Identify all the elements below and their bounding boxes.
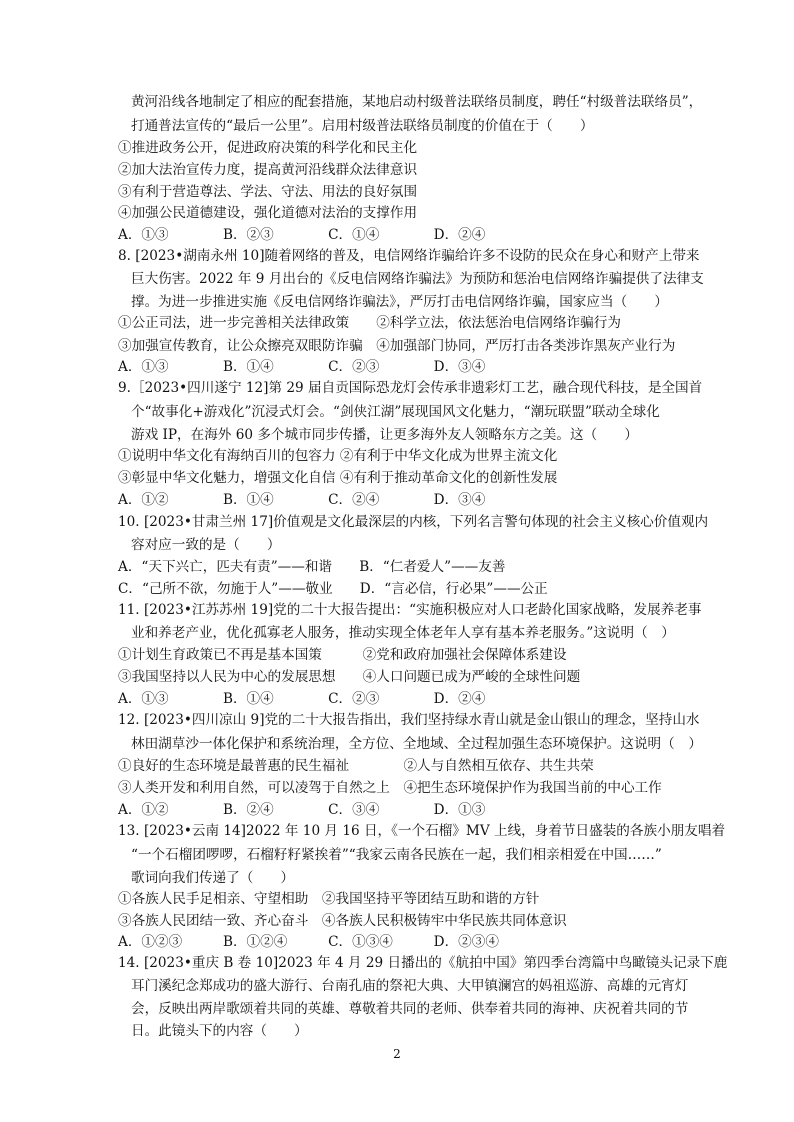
answer-options: A．①② B．②④ C．③④ D．①③	[118, 802, 486, 818]
answer-options: A．①③ B．①④ C．②③ D．③④	[118, 359, 486, 375]
text-line: ③有利于营造尊法、学法、守法、用法的良好氛围	[118, 184, 418, 200]
text-line: 个“故事化+游戏化”沉浸式灯会。“剑侠江湖”展现国风文化魅力，“潮玩联盟”联动全球化	[131, 404, 660, 420]
answer-options: A．①② B．①④ C．②④ D．③④	[118, 492, 486, 508]
text-line: 巨大伤害。2022 年 9 月出台的《反电信网络诈骗法》为预防和惩治电信网络诈骗提供了法律支	[131, 271, 704, 287]
text-line: 撑。为进一步推进实施《反电信网络诈骗法》，严厉打击电信网络诈骗，国家应当（ ）	[131, 294, 668, 310]
answer-options: A．①③ B．②③ C．①④ D．②④	[118, 227, 486, 243]
question-14: 14. [2023•重庆 B 卷 10]2023 年 4 月 29 日播出的《航拍中国》第四季台湾篇中鸟瞰镜头记录下鹿	[118, 955, 728, 971]
text-line: 林田湖草沙一体化保护和系统治理，全方位、全地域、全过程加强生态环境保护。这说明（ ）	[131, 736, 702, 752]
text-line: 歌词向我们传递了（ ）	[131, 870, 295, 886]
question-12: 12. [2023•四川凉山 9]党的二十大报告指出，我们坚持绿水青山就是金山银山的理念，坚持山水	[118, 712, 700, 728]
text-line: 业和养老产业，优化孤寡老人服务，推动实现全体老年人享有基本养老服务。”这说明（ ）	[131, 625, 675, 641]
text-line: 会，反映出两岸歌颂着共同的英雄、尊敬着共同的老师、供奉着共同的海神、庆祝着共同的节	[131, 1001, 689, 1017]
text-line: ③人类开发和利用自然，可以凌驾于自然之上 ④把生态环境保护作为我国当前的中心工作	[118, 780, 662, 796]
text-line: A．“天下兴亡，匹夫有责”——和谐 B．“仁者爱人”——友善	[118, 559, 506, 575]
text-line: ③彰显中华文化魅力，增强文化自信 ④有利于推动革命文化的创新性发展	[118, 470, 558, 486]
text-line: 游戏 IP，在海外 60 多个城市同步传播，让更多海外友人领略东方之美。这（ ）	[131, 427, 638, 443]
text-line: 日。此镜头下的内容（ ）	[131, 1023, 308, 1039]
answer-options: A．①③ B．①④ C．②③ D．②④	[118, 691, 486, 707]
page-number: 2	[393, 1047, 401, 1061]
question-8: 8. [2023•湖南永州 10]随着网络的普及，电信网络诈骗给许多不设防的民众在身心和财产上带来	[118, 248, 700, 264]
question-9: 9.［2023•四川遂宁 12]第 29 届自贡国际恐龙灯会传承非遗彩灯工艺，融合现代科技，是全国首	[118, 380, 703, 396]
text-line: “一个石榴团啰啰，石榴籽籽紧挨着”“我家云南各民族在一起，我们相亲相爱在中国……”	[131, 847, 662, 863]
text-line: 打通普法宣传的“最后一公里”。启用村级普法联络员制度的价值在于（ ）	[131, 118, 594, 134]
text-line: ①良好的生态环境是最普惠的民生福祉 ②人与自然相互依存、共生共荣	[118, 758, 594, 774]
text-line: ②加大法治宣传力度，提高黄河沿线群众法律意识	[118, 162, 418, 178]
text-line: ①公正司法，进一步完善相关法律政策 ②科学立法，依法惩治电信网络诈骗行为	[118, 315, 621, 331]
question-11: 11. [2023•江苏苏州 19]党的二十大报告提出：“实施积极应对人口老龄化国家战略，发展养老事	[118, 602, 702, 618]
text-line: ③我国坚持以人民为中心的发展思想 ④人口问题已成为严峻的全球性问题	[118, 669, 581, 685]
text-line: ①说明中华文化有海纳百川的包容力 ②有利于中华文化成为世界主流文化	[118, 448, 558, 464]
text-line: 耳门溪纪念郑成功的盛大游行、台南孔庙的祭祀大典、大甲镇澜宫的妈祖巡游、高雄的元宵灯	[131, 978, 689, 994]
text-line: ①各族人民手足相亲、守望相助 ②我国坚持平等团结互助和谐的方针	[118, 891, 540, 907]
text-line: 黄河沿线各地制定了相应的配套措施，某地启动村级普法联络员制度，聘任“村级普法联络员”，	[131, 94, 703, 110]
answer-options: A．①②③ B．①②④ C．①③④ D．②③④	[118, 934, 499, 950]
text-line: ③各族人民团结一致、齐心奋斗 ④各族人民积极铸牢中华民族共同体意识	[118, 913, 567, 929]
text-line: ④加强公民道德建设，强化道德对法治的支撑作用	[118, 205, 418, 221]
text-line: ③加强宣传教育，让公众擦亮双眼防诈骗 ④加强部门协同，严厉打击各类涉诈黑灰产业行为	[118, 338, 676, 354]
text-line: ①计划生育政策已不再是基本国策 ②党和政府加强社会保障体系建设	[118, 647, 567, 663]
text-line: ①推进政务公开，促进政府决策的科学化和民主化	[118, 140, 418, 156]
text-line: 容对应一致的是（ ）	[131, 537, 281, 553]
text-line: C．“己所不欲，勿施于人”——敬业 D．“言必信，行必果”——公正	[118, 581, 548, 597]
question-10: 10. [2023•甘肃兰州 17]价值观是文化最深层的内核，下列名言警句体现的社会主义核心价值观内	[118, 514, 709, 530]
question-13: 13. [2023•云南 14]2022 年 10 月 16 日，《一个石榴》MV 上线，身着节日盛装的各族小朋友唱着	[118, 823, 726, 839]
